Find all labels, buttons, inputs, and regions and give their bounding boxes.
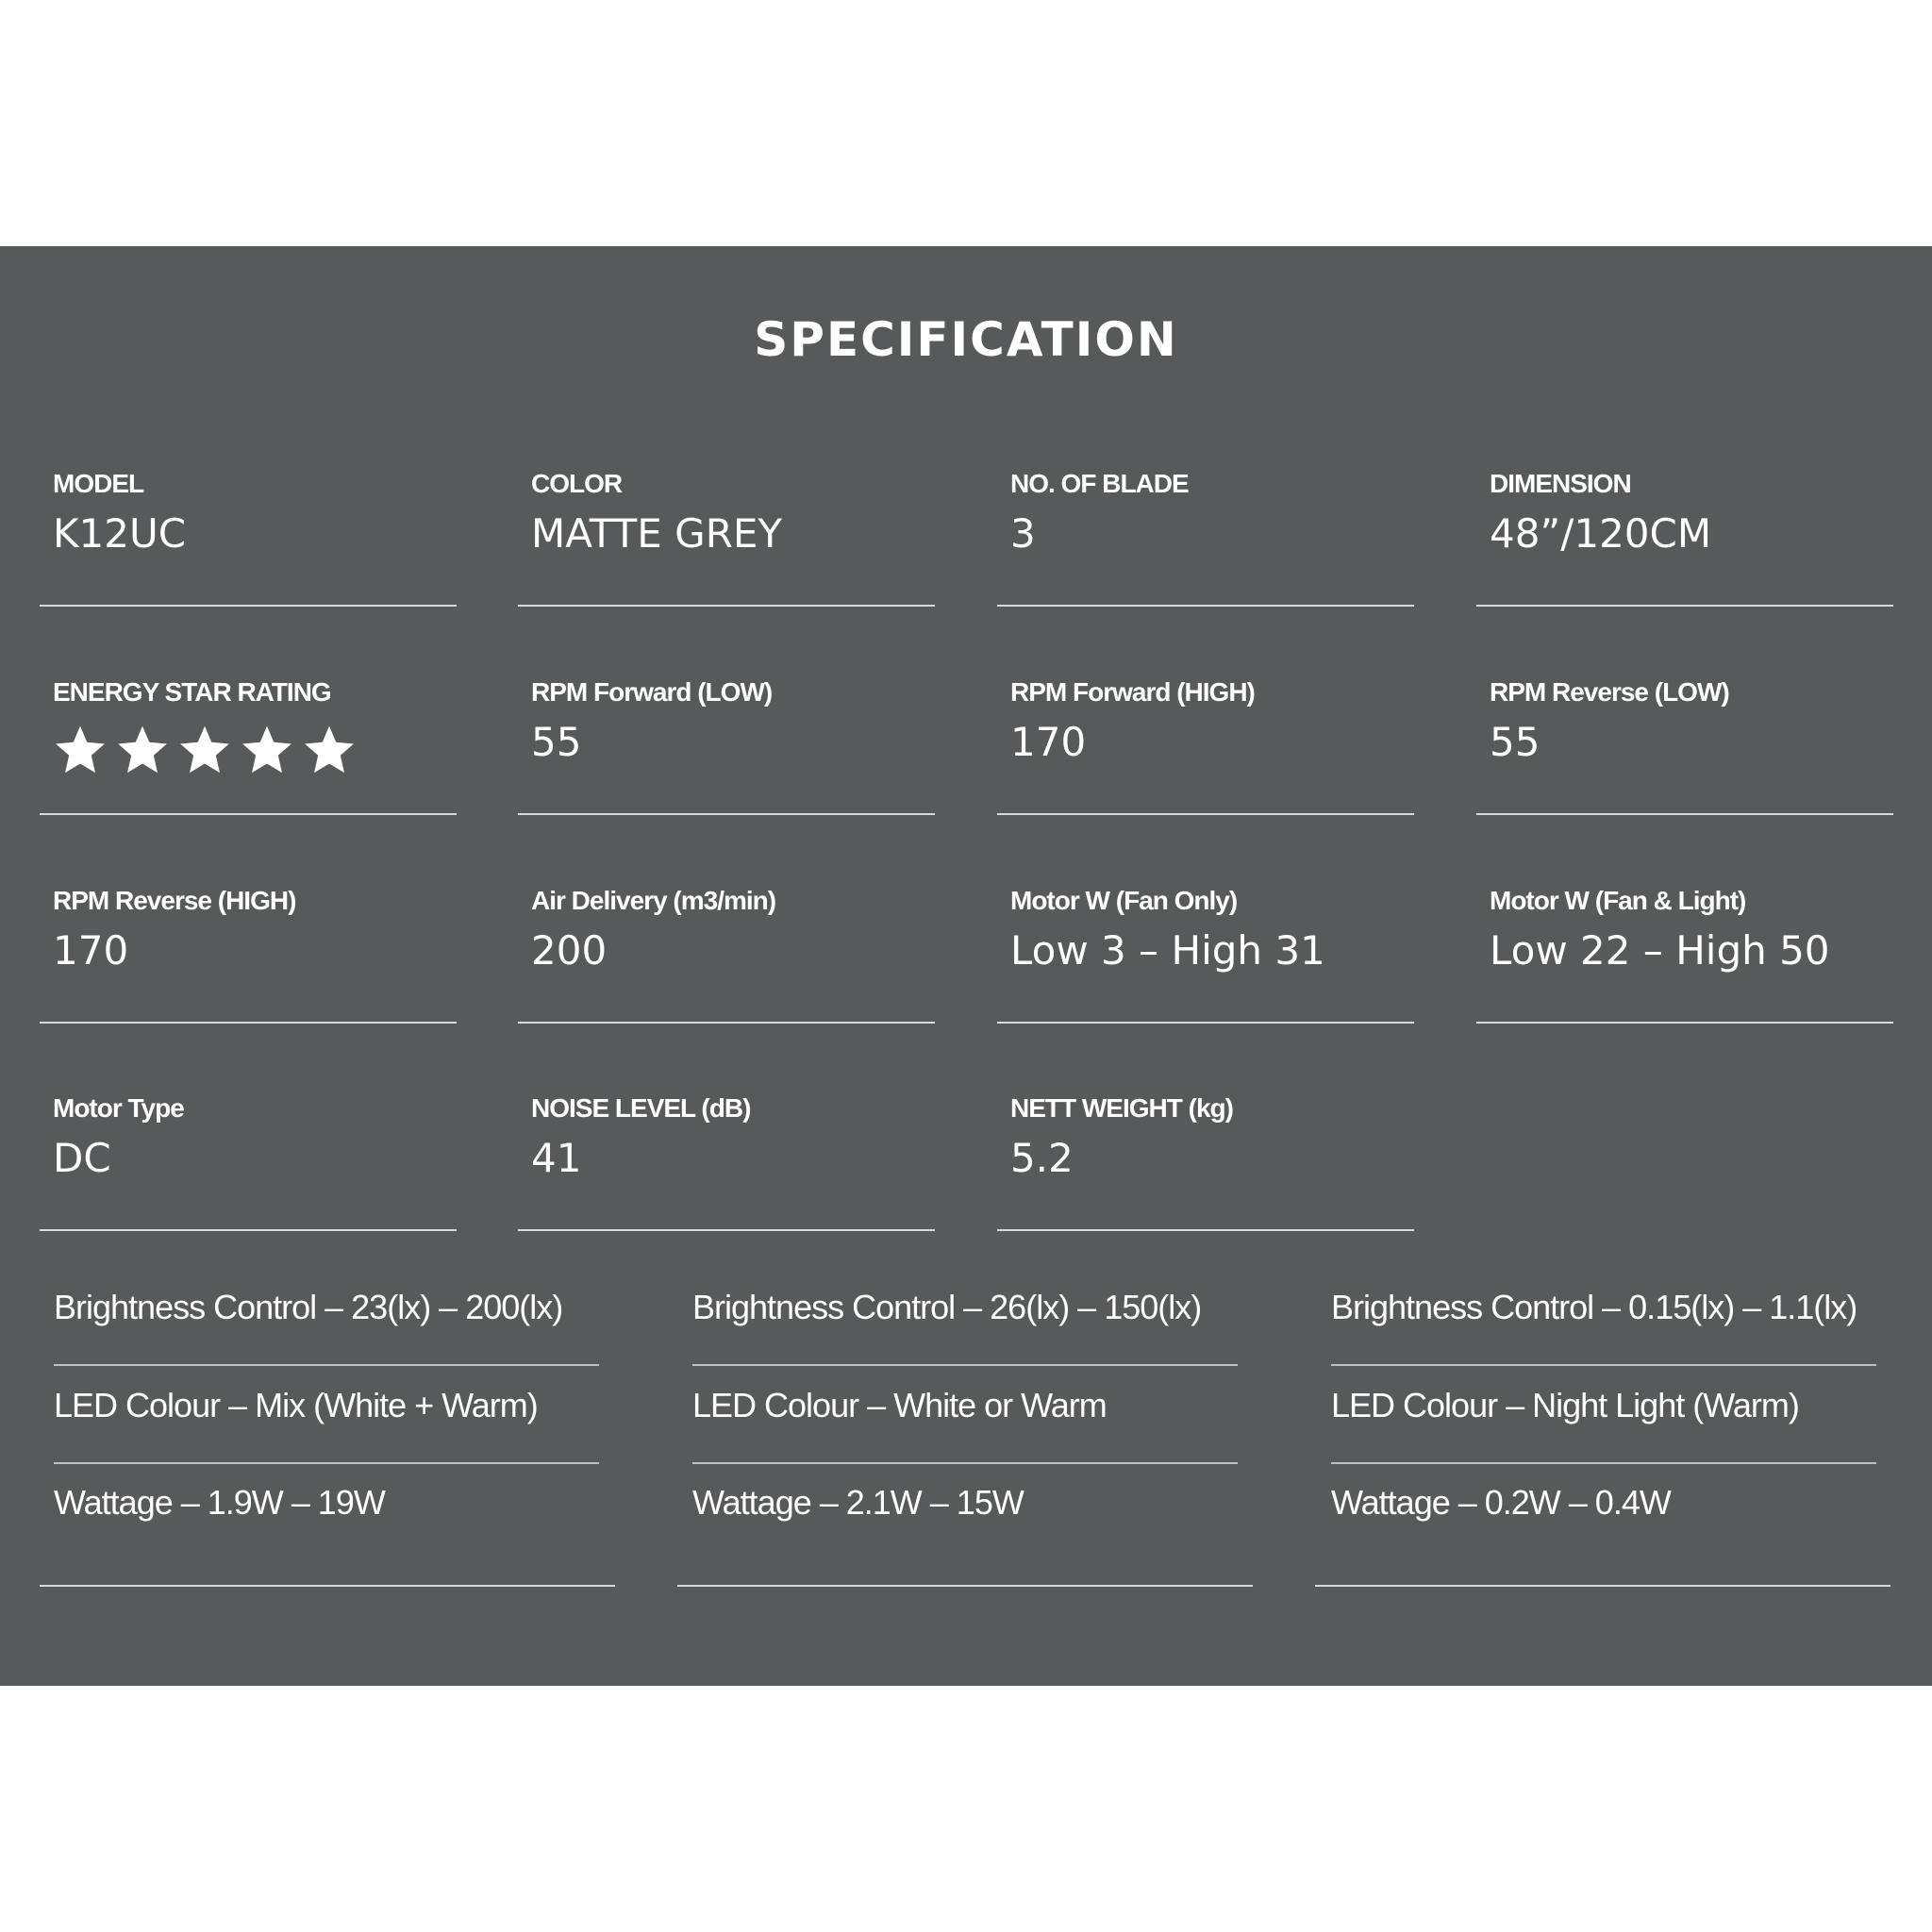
spec-energy-star-rating [40,664,457,815]
spec-label: NETT WEIGHT (kg) [1010,1093,1233,1123]
spec-value: 170 [53,927,129,974]
spec-value: 200 [531,927,608,974]
spec-value: K12UC [53,510,187,557]
spec-label: RPM Reverse (HIGH) [53,886,296,915]
divider [997,813,1414,815]
lighting-row [692,1269,1238,1366]
lighting-row [54,1464,599,1561]
spec-model [40,456,457,607]
lighting-column-1 [54,1269,599,1806]
spec-value: Low 3 – High 31 [1010,927,1325,974]
spec-rpm-forward-low [518,664,935,815]
spec-rpm-forward-high [997,664,1414,815]
star-icon [115,723,170,777]
divider [997,1229,1414,1231]
spec-motor-type [40,1080,457,1231]
spec-label: MODEL [53,469,144,498]
spec-label: Air Delivery (m3/min) [531,886,776,915]
star-icon [302,723,357,777]
spec-blades [997,456,1414,607]
divider [518,605,935,607]
divider [1315,1585,1890,1587]
divider [40,1585,615,1587]
spec-value: 55 [531,719,582,765]
lighting-row [692,1367,1238,1464]
divider [518,813,935,815]
spec-value: 170 [1010,719,1087,765]
spec-motor-w-fan-light [1476,873,1893,1024]
lighting-row [1331,1367,1876,1464]
spec-value: 55 [1490,719,1541,765]
spec-label: DIMENSION [1490,469,1631,498]
led-colour-text: LED Colour – Night Light (Warm) [1331,1386,1799,1424]
divider [997,1022,1414,1024]
spec-nett-weight [997,1080,1414,1231]
divider [1476,605,1893,607]
divider [518,1022,935,1024]
led-colour-text: LED Colour – Mix (White + Warm) [54,1386,538,1424]
star-rating [53,723,357,777]
divider [1476,1022,1893,1024]
spec-label: RPM Reverse (LOW) [1490,677,1729,707]
brightness-control-text: Brightness Control – 23(lx) – 200(lx) [54,1288,563,1326]
spec-label: Motor Type [53,1093,184,1123]
spec-label: Motor W (Fan Only) [1010,886,1238,915]
lighting-row [54,1367,599,1464]
lighting-column-3 [1331,1269,1876,1806]
spec-value: 48”/120CM [1490,510,1712,557]
divider [40,813,457,815]
wattage-text: Wattage – 1.9W – 19W [54,1483,385,1522]
spec-rpm-reverse-high [40,873,457,1024]
lighting-row [54,1269,599,1366]
divider [692,1364,1238,1366]
spec-value: MATTE GREY [531,510,783,557]
spec-rpm-reverse-low [1476,664,1893,815]
spec-label: NO. OF BLADE [1010,469,1189,498]
star-icon [240,723,294,777]
spec-label: ENERGY STAR RATING [53,677,331,707]
divider [40,605,457,607]
divider [40,1022,457,1024]
star-icon [177,723,232,777]
spec-label: COLOR [531,469,623,498]
spec-label: RPM Forward (HIGH) [1010,677,1255,707]
page-title: SPECIFICATION [754,312,1178,367]
led-colour-text: LED Colour – White or Warm [692,1386,1107,1424]
divider [1331,1364,1876,1366]
spec-color [518,456,935,607]
spec-value: 5.2 [1010,1135,1074,1181]
spec-motor-w-fan-only [997,873,1414,1024]
spec-noise-level [518,1080,935,1231]
spec-value: DC [53,1135,111,1181]
lighting-row [692,1464,1238,1561]
brightness-control-text: Brightness Control – 26(lx) – 150(lx) [692,1288,1202,1326]
star-icon [53,723,108,777]
lighting-row [1331,1269,1876,1366]
spec-value: Low 22 – High 50 [1490,927,1830,974]
divider [54,1364,599,1366]
spec-label: RPM Forward (LOW) [531,677,773,707]
lighting-row [1331,1464,1876,1561]
divider [40,1229,457,1231]
divider [677,1585,1253,1587]
wattage-text: Wattage – 2.1W – 15W [692,1483,1024,1522]
wattage-text: Wattage – 0.2W – 0.4W [1331,1483,1671,1522]
spec-label: NOISE LEVEL (dB) [531,1093,751,1123]
divider [518,1229,935,1231]
spec-air-delivery [518,873,935,1024]
divider [997,605,1414,607]
lighting-column-2 [692,1269,1238,1806]
divider [1476,813,1893,815]
brightness-control-text: Brightness Control – 0.15(lx) – 1.1(lx) [1331,1288,1857,1326]
spec-value: 3 [1010,510,1036,557]
spec-dimension [1476,456,1893,607]
spec-value: 41 [531,1135,582,1181]
spec-label: Motor W (Fan & Light) [1490,886,1746,915]
